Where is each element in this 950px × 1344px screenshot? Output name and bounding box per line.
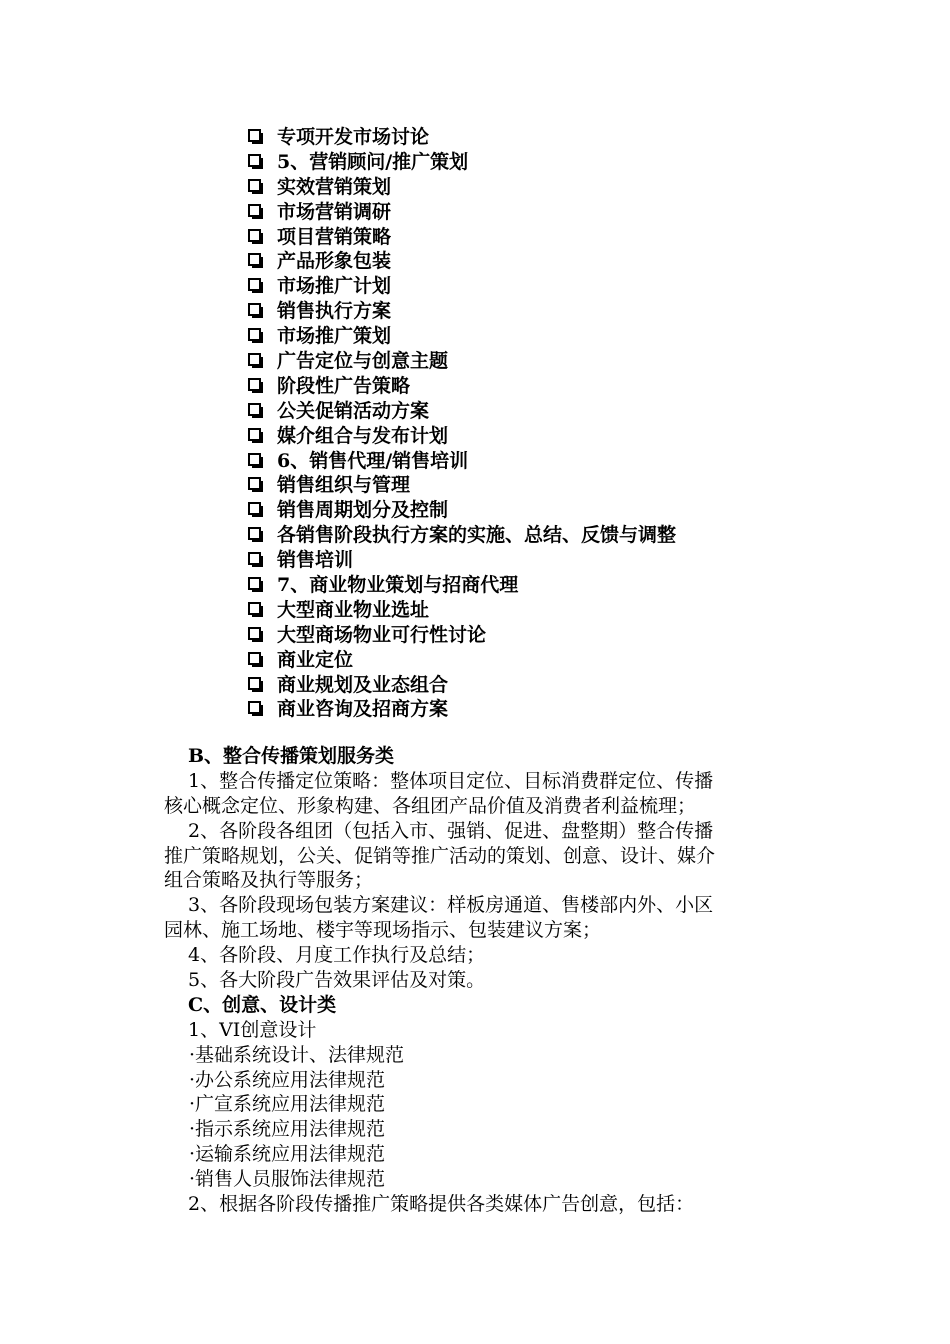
section-b-line: 1、整合传播定位策略：整体项目定位、目标消费群定位、传播 [188,769,714,792]
checkbox-icon [248,129,261,142]
section-c-bullet: ·基础系统设计、法律规范 [189,1043,405,1066]
checklist-item [248,148,676,173]
checkbox-icon [248,378,261,391]
checklist-item-text: 销售培训 [277,549,354,572]
checkbox-icon [248,428,261,441]
section-c-bullet: ·广宣系统应用法律规范 [189,1093,386,1116]
checklist-item [248,546,676,571]
section-b-line: 2、各阶段各组团（包括入市、强销、促进、盘整期）整合传播 [188,819,714,842]
checklist-item-text: 项目营销策略 [277,225,392,248]
checklist-item [248,198,676,223]
section-c-bullet: ·运输系统应用法律规范 [189,1143,386,1166]
checkbox-icon [248,527,261,540]
checkbox-icon [248,602,261,615]
checkbox-icon [248,303,261,316]
checkbox-icon [248,328,261,341]
checklist-item [248,297,676,322]
checklist-item-text: 7、商业物业策划与招商代理 [277,573,519,596]
checklist-item [248,347,676,372]
checklist-item-text: 专项开发市场讨论 [277,125,430,148]
checkbox-icon [248,353,261,366]
checkbox-icon [248,154,261,167]
checklist-item-text: 市场推广计划 [277,275,392,298]
checkbox-icon [248,403,261,416]
section-b-line: 核心概念定位、形象构建、各组团产品价值及消费者利益梳理； [164,794,697,817]
checklist-item-text: 媒介组合与发布计划 [277,424,449,447]
section-b-line: 推广策略规划，公关、促销等推广活动的策划、创意、设计、媒介 [164,844,716,867]
checkbox-icon [248,677,261,690]
checklist-item [248,471,676,496]
checkbox-icon [248,477,261,490]
checkbox-icon [248,179,261,192]
checklist-item-text: 各销售阶段执行方案的实施、总结、反馈与调整 [277,524,677,547]
checklist-item-text: 市场营销调研 [277,200,392,223]
section-b-line: 园林、施工场地、楼宇等现场指示、包装建议方案； [164,919,602,942]
checklist-item-text: 大型商场物业可行性讨论 [277,623,487,646]
checklist-item-text: 广告定位与创意主题 [277,349,449,372]
checklist-item [248,247,676,272]
section-b-line: 5、各大阶段广告效果评估及对策。 [188,969,486,992]
checklist-item [248,596,676,621]
checklist-item [248,571,676,596]
checklist-item-text: 5、营销顾问/推广策划 [277,150,469,173]
service-checklist [248,123,676,720]
checklist-item-text: 产品形象包装 [277,250,392,273]
checkbox-icon [248,453,261,466]
checklist-item-text: 商业规划及业态组合 [277,673,449,696]
checklist-item [248,621,676,646]
checklist-item-text: 商业咨询及招商方案 [277,698,449,721]
checkbox-icon [248,577,261,590]
section-c-bullet: ·指示系统应用法律规范 [189,1118,386,1141]
checkbox-icon [248,204,261,217]
checklist-item [248,422,676,447]
checklist-item [248,397,676,422]
checklist-item-text: 公关促销活动方案 [277,399,430,422]
section-b-line: 组合策略及执行等服务； [164,869,374,892]
body-text [164,744,824,1217]
section-c-bullet: ·办公系统应用法律规范 [189,1068,386,1091]
checkbox-icon [248,502,261,515]
checkbox-icon [248,701,261,714]
checklist-item [248,646,676,671]
checklist-item-text: 商业定位 [277,648,354,671]
checklist-item-text: 销售组织与管理 [277,474,411,497]
checkbox-icon [248,278,261,291]
checkbox-icon [248,552,261,565]
checklist-item [248,272,676,297]
checklist-item [248,695,676,720]
checklist-item-text: 销售执行方案 [277,300,392,323]
checklist-item [248,322,676,347]
section-b-heading: B、整合传播策划服务类 [188,745,395,767]
checklist-item-text: 市场推广策划 [277,325,392,348]
checklist-item [248,521,676,546]
checklist-item-text: 大型商业物业选址 [277,598,430,621]
checklist-item [248,223,676,248]
section-c-heading: C、创意、设计类 [188,993,337,1016]
checkbox-icon [248,627,261,640]
section-b-line: 4、各阶段、月度工作执行及总结； [188,944,486,967]
checklist-item [248,447,676,472]
checkbox-icon [248,229,261,242]
checklist-item-text: 销售周期划分及控制 [277,499,449,522]
section-c-item: 2、根据各阶段传播推广策略提供各类媒体广告创意，包括： [188,1193,695,1216]
checklist-item-text: 阶段性广告策略 [277,374,411,397]
section-c-bullet: ·销售人员服饰法律规范 [189,1168,386,1191]
checklist-item-text: 实效营销策划 [277,175,392,198]
checklist-item [248,372,676,397]
section-c-item: 1、VI创意设计 [188,1018,317,1041]
checklist-item [248,123,676,148]
section-b-line: 3、各阶段现场包装方案建议：样板房通道、售楼部内外、小区 [188,894,714,917]
checkbox-icon [248,253,261,266]
checklist-item [248,496,676,521]
checklist-item [248,671,676,696]
checkbox-icon [248,652,261,665]
checklist-item [248,173,676,198]
checklist-item-text: 6、销售代理/销售培训 [277,449,469,472]
